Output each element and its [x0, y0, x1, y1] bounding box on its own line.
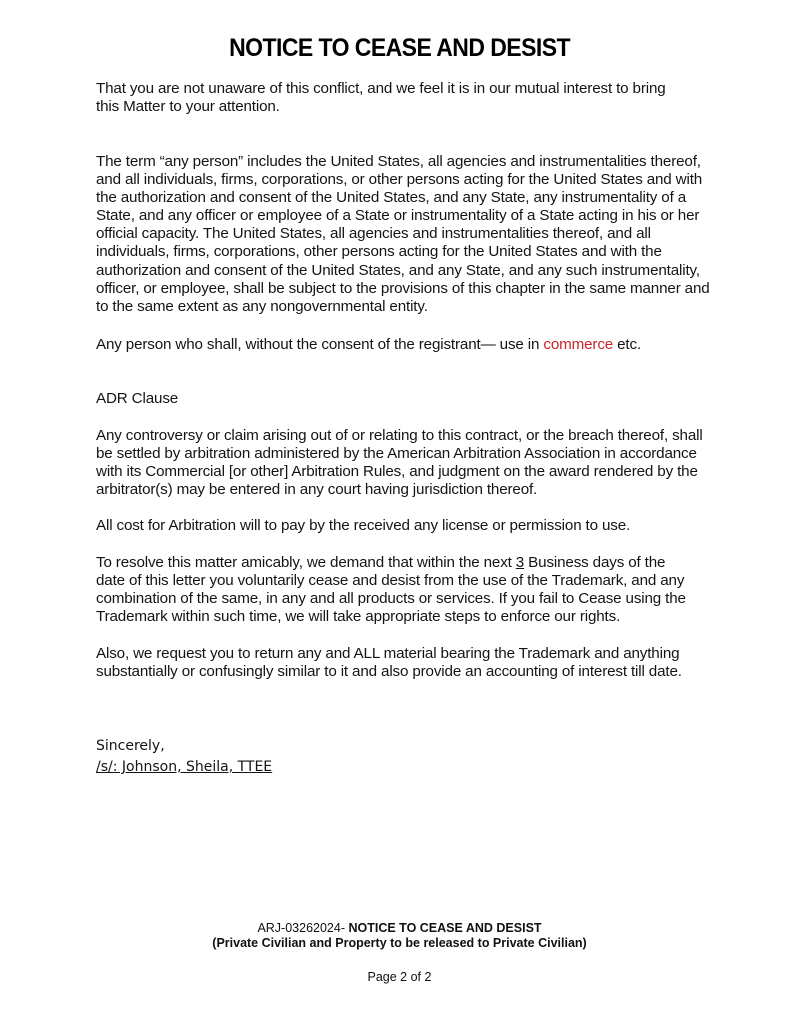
text-line: authorization and consent of the United States, and any State, and any such instrumentality,	[96, 261, 700, 279]
text-line: Trademark within such time, we will take appropriate steps to enforce our rights.	[96, 608, 621, 626]
text-line	[96, 336, 776, 354]
footer-subtitle	[0, 936, 799, 951]
text-line: Any controversy or claim arising out of or relating to this contract, or the breach thereof, shall	[96, 427, 703, 444]
text-line: officer, or employee, shall be subject to the provisions of this chapter in the same manner and	[96, 279, 710, 297]
footer-reference	[0, 921, 799, 936]
closing-salutation: Sincerely,	[96, 738, 165, 754]
text-segment: To resolve this matter amicably, we demand that within the next	[96, 554, 516, 571]
text-line: individuals, firms, corporations, other persons acting for the United States and with the	[96, 243, 662, 261]
footer-reference-title: NOTICE TO CEASE AND DESIST	[348, 921, 542, 935]
business-days-count: 3	[515, 554, 525, 571]
text-line: All cost for Arbitration will to pay by the received any license or permission to use.	[96, 517, 631, 534]
text-line: substantially or confusingly similar to it and also provide an accounting of interest till date.	[96, 663, 682, 681]
text-segment: Any person who shall, without the consent of the registrant— use in	[96, 336, 544, 353]
signature-line: /s/: Johnson, Sheila, TTEE	[96, 759, 273, 775]
text-line: this Matter to your attention.	[96, 98, 280, 116]
text-line: with its Commercial [or other] Arbitration Rules, and judgment on the award rendered by the	[96, 463, 698, 481]
text-line: combination of the same, in any and all products or services. If you fail to Cease using the	[96, 590, 686, 608]
text-line: State, and any officer or employee of a State or instrumentality of a State acting in his or her	[96, 207, 700, 225]
adr-clause-paragraph	[96, 427, 776, 499]
text-segment: Business days of the	[524, 554, 666, 571]
any-person-definition-paragraph	[96, 153, 776, 316]
any-person-use-paragraph	[96, 336, 776, 354]
text-line: be settled by arbitration administered by the American Arbitration Association in accordance	[96, 445, 697, 463]
text-line: the authorization and consent of the United States, and any State, any instrumentality of a	[96, 189, 687, 207]
text-line: arbitrator(s) may be entered in any court having jurisdiction thereof.	[96, 481, 538, 499]
footer-reference-number: ARJ-03262024-	[257, 921, 349, 935]
document-title: NOTICE TO CEASE AND DESIST	[229, 34, 570, 62]
text-line: to the same extent as any nongovernmental entity.	[96, 297, 428, 315]
text-line: The term “any person” includes the United States, all agencies and instrumentalities thereof,	[96, 153, 701, 170]
commerce-highlight: commerce	[543, 336, 614, 353]
text-line	[96, 554, 776, 572]
text-segment: etc.	[613, 336, 642, 353]
text-line: That you are not unaware of this conflict, and we feel it is in our mutual interest to bring	[96, 80, 666, 97]
arbitration-cost-paragraph	[96, 517, 776, 535]
adr-clause-heading	[96, 390, 776, 408]
text-line: and all individuals, firms, corporations, or other persons acting for the United States and with	[96, 171, 703, 189]
text-line: Also, we request you to return any and ALL material bearing the Trademark and anything	[96, 645, 680, 662]
return-request-paragraph	[96, 645, 776, 681]
heading-text: ADR Clause	[96, 390, 179, 407]
footer-subtitle-text: (Private Civilian and Property to be released to Private Civilian)	[212, 936, 587, 950]
demand-paragraph	[96, 554, 776, 626]
page-number: Page 2 of 2	[367, 970, 432, 984]
intro-paragraph	[96, 80, 776, 116]
text-line: date of this letter you voluntarily cease and desist from the use of the Trademark, and any	[96, 572, 685, 590]
text-line: official capacity. The United States, all agencies and instrumentalities thereof, and all	[96, 225, 651, 243]
